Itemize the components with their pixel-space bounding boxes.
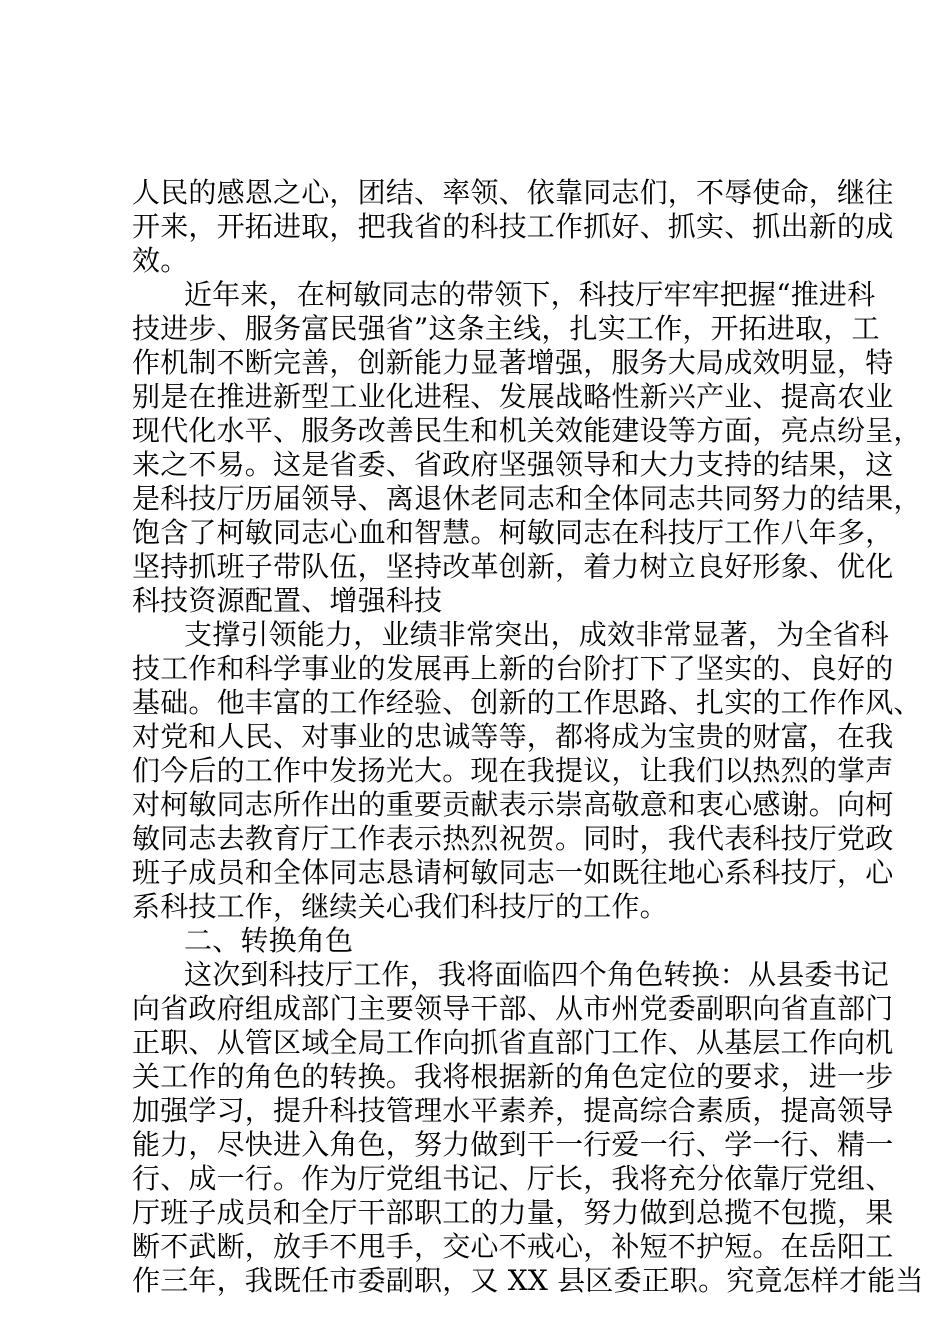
text-line: 基础。他丰富的工作经验、创新的工作思路、扎实的工作作风、 xyxy=(132,686,922,719)
text-line: 坚持抓班子带队伍，坚持改革创新，着力树立良好形象、优化 xyxy=(132,550,894,583)
text-line: 断不武断，放手不甩手，交心不戒心，补短不护短。在岳阳工 xyxy=(132,1230,894,1263)
text-line: 关工作的角色的转换。我将根据新的角色定位的要求，进一步 xyxy=(132,1060,894,1093)
section-heading: 二、转换角色 xyxy=(184,924,354,957)
text-line: 现代化水平、服务改善民生和机关效能建设等方面，亮点纷呈， xyxy=(132,414,922,447)
text-line: 技进步、服务富民强省”这条主线，扎实工作，开拓进取，工 xyxy=(132,312,880,345)
text-line: 班子成员和全体同志恳请柯敏同志一如既往地心系科技厅，心 xyxy=(132,856,894,889)
text-line: 科技资源配置、增强科技 xyxy=(132,584,443,617)
text-line: 效。 xyxy=(132,244,189,277)
text-line: 别是在推进新型工业化进程、发展战略性新兴产业、提高农业 xyxy=(132,380,894,413)
text-line: 对党和人民、对事业的忠诚等等，都将成为宝贵的财富，在我 xyxy=(132,720,894,753)
text-line: 们今后的工作中发扬光大。现在我提议，让我们以热烈的掌声 xyxy=(132,754,894,787)
text-line: 作三年，我既任市委副职，又 XX 县区委正职。究竟怎样才能当 xyxy=(132,1264,924,1297)
text-line: 向省政府组成部门主要领导干部、从市州党委副职向省直部门 xyxy=(132,992,894,1025)
text-line: 人民的感恩之心，团结、率领、依靠同志们，不辱使命，继往 xyxy=(132,176,894,209)
text-line: 开来，开拓进取，把我省的科技工作抓好、抓实、抓出新的成 xyxy=(132,210,894,243)
text-line: 行、成一行。作为厅党组书记、厅长，我将充分依靠厅党组、 xyxy=(132,1162,894,1195)
text-line: 是科技厅历届领导、离退休老同志和全体同志共同努力的结果， xyxy=(132,482,922,515)
text-line: 饱含了柯敏同志心血和智慧。柯敏同志在科技厅工作八年多， xyxy=(132,516,894,549)
text-line: 厅班子成员和全厅干部职工的力量，努力做到总揽不包揽，果 xyxy=(132,1196,894,1229)
text-line: 正职、从管区域全局工作向抓省直部门工作、从基层工作向机 xyxy=(132,1026,894,1059)
text-line: 敏同志去教育厅工作表示热烈祝贺。同时，我代表科技厅党政 xyxy=(132,822,894,855)
text-line: 对柯敏同志所作出的重要贡献表示崇高敬意和衷心感谢。向柯 xyxy=(132,788,894,821)
text-line: 来之不易。这是省委、省政府坚强领导和大力支持的结果，这 xyxy=(132,448,894,481)
paragraph-first-line: 这次到科技厅工作，我将面临四个角色转换：从县委书记 xyxy=(184,958,890,991)
text-line: 技工作和科学事业的发展再上新的台阶打下了坚实的、良好的 xyxy=(132,652,894,685)
text-line: 系科技工作，继续关心我们科技厅的工作。 xyxy=(132,890,668,923)
paragraph-first-line: 支撑引领能力，业绩非常突出，成效非常显著，为全省科 xyxy=(184,618,890,651)
paragraph-first-line: 近年来，在柯敏同志的带领下，科技厅牢牢把握“推进科 xyxy=(184,278,876,311)
text-line: 作机制不断完善，创新能力显著增强，服务大局成效明显，特 xyxy=(132,346,894,379)
text-line: 能力，尽快进入角色，努力做到干一行爱一行、学一行、精一 xyxy=(132,1128,894,1161)
text-line: 加强学习，提升科技管理水平素养，提高综合素质，提高领导 xyxy=(132,1094,894,1127)
